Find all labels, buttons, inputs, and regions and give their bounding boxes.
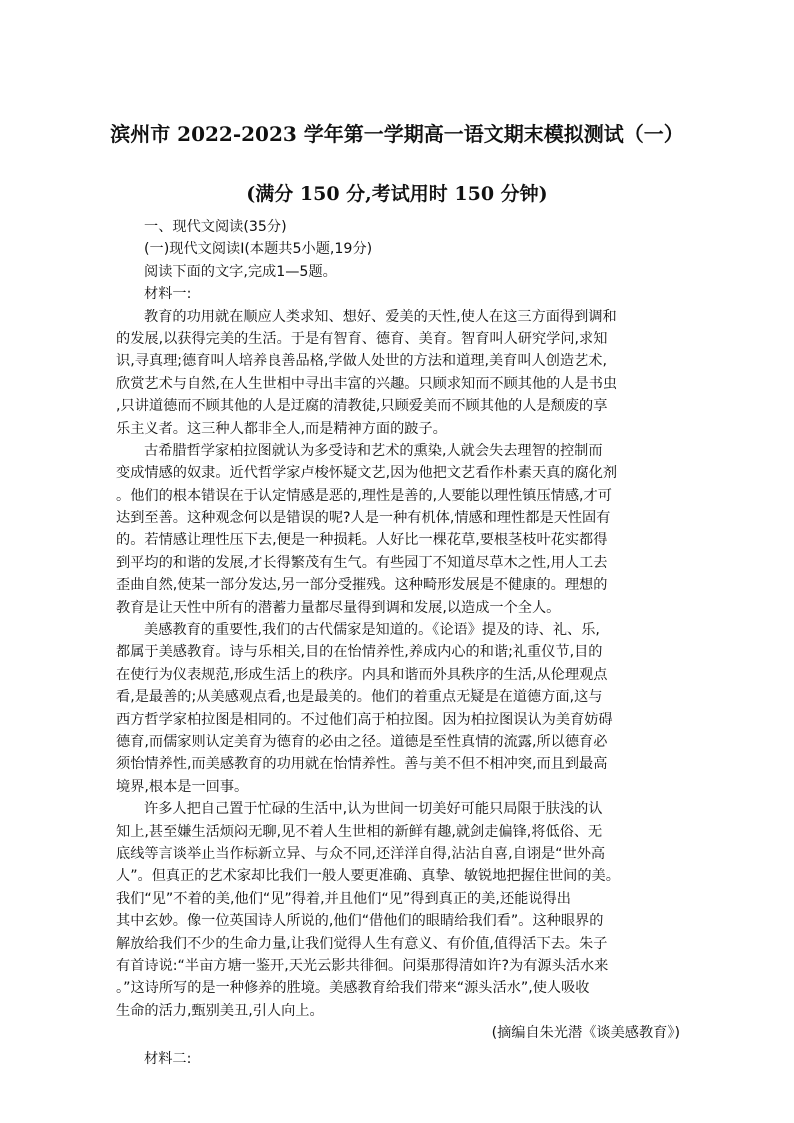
paragraph-line: 歪曲自然,使某一部分发达,另一部分受摧残。这种畸形发展是不健康的。理想的 xyxy=(116,577,608,594)
paragraph-line: 。”这诗所写的是一种修养的胜境。美感教育给我们带来“源头活水”,使人吸收 xyxy=(116,980,590,997)
paragraph-line: 人”。但真正的艺术家却比我们一般人要更准确、真挚、敏锐地把握住世间的美。 xyxy=(116,868,620,885)
paragraph-line: 教育的功用就在顺应人类求知、想好、爱美的天性,使人在这三方面得到调和 xyxy=(144,308,617,325)
paragraph xyxy=(116,440,684,619)
paragraph-line: 须怡情养性,而美感教育的功用就在怡情养性。善与美不但不相冲突,而且到最高 xyxy=(116,756,608,773)
exam-subtitle: (满分 150 分,考试用时 150 分钟) xyxy=(246,183,548,205)
paragraph-line: 解放给我们不少的生命力量,让我们觉得人生有意义、有价值,值得活下去。朱子 xyxy=(116,935,608,952)
paragraph-line: 。他们的根本错误在于认定情感是恶的,理性是善的,人要能以理性镇压情感,才可 xyxy=(116,487,612,504)
paragraph-line: 到平均的和谐的发展,才长得繁茂有生气。有些园丁不知道尽草木之性,用人工去 xyxy=(116,554,608,571)
paragraph-line: 美感教育的重要性,我们的古代儒家是知道的。《论语》提及的诗、礼、乐, xyxy=(144,622,600,639)
paragraph-line: 生命的活力,甄别美丑,引人向上。 xyxy=(116,1002,324,1019)
paragraph-line: 欣赏艺术与自然,在人生世相中寻出丰富的兴趣。只顾求知而不顾其他的人是书虫 xyxy=(116,375,618,392)
paragraph xyxy=(116,619,684,798)
paragraph-line: 都属于美感教育。诗与乐相关,目的在怡情养性,养成内心的和谐;礼重仪节,目的 xyxy=(116,644,603,661)
paragraph-line: 我们“见”不着的美,他们“见”得着,并且他们“见”得到真正的美,还能说得出 xyxy=(116,890,571,907)
paragraph-line: 德育,而儒家则认定美育为德育的必由之径。道德是至性真情的流露,所以德育必 xyxy=(116,733,608,750)
paragraph-line: 西方哲学家柏拉图是相同的。不过他们高于柏拉图。因为柏拉图误认为美育妨碍 xyxy=(116,711,613,728)
paragraph-line: 境界,根本是一回事。 xyxy=(116,778,249,795)
paragraph-line: 变成情感的奴隶。近代哲学家卢梭怀疑文艺,因为他把文艺看作朴素天真的腐化剂 xyxy=(116,465,618,482)
section-heading: 一、现代文阅读(35分) xyxy=(144,219,287,235)
paragraph-line: 底线等言谈举止当作标新立异、与众不同,还洋洋自得,沾沾自喜,自诩是“世外高 xyxy=(116,845,606,862)
paragraph-line: 许多人把自己置于忙碌的生活中,认为世间一切美好可能只局限于肤浅的认 xyxy=(144,801,603,818)
material-two-label: 材料二: xyxy=(144,1051,192,1068)
paragraph-line: 其中玄妙。像一位英国诗人所说的,他们“借他们的眼睛给我们看”。这种眼界的 xyxy=(116,913,604,930)
paragraph-line: 有首诗说:“半亩方塘一鉴开,天光云影共徘徊。问渠那得清如许?为有源头活水来 xyxy=(116,957,609,974)
paragraph xyxy=(116,798,684,1022)
source-note: (摘编自朱光潜《谈美感教育》) xyxy=(491,1025,680,1042)
paragraph-line: 达到至善。这种观念何以是错误的呢?人是一种有机体,情感和理性都是天性固有 xyxy=(116,510,611,527)
exam-title: 滨州市 2022-2023 学年第一学期高一语文期末模拟测试（一） xyxy=(110,122,684,146)
material-one-label: 材料一: xyxy=(144,286,192,303)
instruction-text: 阅读下面的文字,完成1—5题。 xyxy=(144,263,337,280)
paragraph-line: 知上,甚至嫌生活烦闷无聊,见不着人生世相的新鲜有趣,就剑走偏锋,将低俗、无 xyxy=(116,823,603,840)
paragraph-line: ,只讲道德而不顾其他的人是迂腐的清教徒,只顾爱美而不顾其他的人是颓废的享 xyxy=(116,398,608,415)
paragraph-line: 乐主义者。这三种人都非全人,而是精神方面的跛子。 xyxy=(116,420,447,437)
paragraph-line: 古希腊哲学家柏拉图就认为多受诗和艺术的熏染,人就会失去理智的控制而 xyxy=(144,442,603,459)
paragraph-line: 看,是最善的;从美感观点看,也是最美的。他们的着重点无疑是在道德方面,这与 xyxy=(116,689,603,706)
paragraph-line: 识,寻真理;德育叫人培养良善品格,学做人处世的方法和道理,美育叫人创造艺术, xyxy=(116,353,608,370)
paragraph xyxy=(116,306,684,440)
paragraph-line: 的发展,以获得完美的生活。于是有智育、德育、美育。智育叫人研究学问,求知 xyxy=(116,330,608,347)
paragraph-line: 教育是让天性中所有的潜蓄力量都尽量得到调和发展,以造成一个全人。 xyxy=(116,599,561,616)
exam-content xyxy=(116,216,684,1071)
subsection-heading: (一)现代文阅读Ⅰ(本题共5小题,19分) xyxy=(144,241,373,258)
paragraph-line: 的。若情感让理性压下去,便是一种损耗。人好比一棵花草,要根茎枝叶花实都得 xyxy=(116,532,608,549)
paragraph-line: 在使行为仪表规范,形成生活上的秩序。内具和谐而外具秩序的生活,从伦理观点 xyxy=(116,666,608,683)
